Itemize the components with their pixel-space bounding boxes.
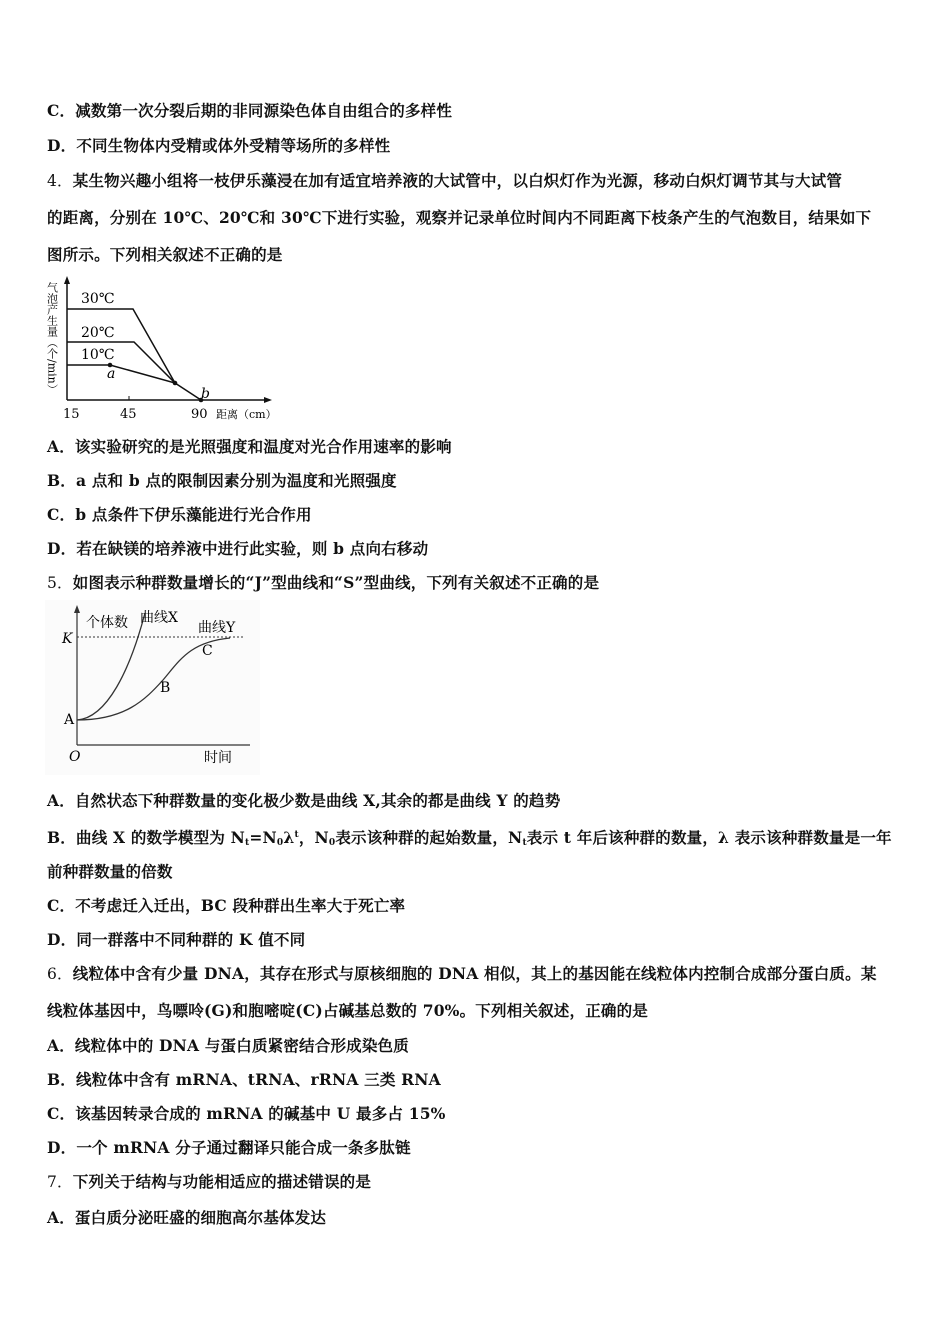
q4-stem-line3: 图所示。下列相关叙述不正确的是 (47, 245, 283, 264)
q4-fig-text-b: b (201, 386, 210, 402)
q6-stem-line1 (47, 964, 877, 984)
q5-fig-label-a: A (64, 712, 75, 728)
q7-stem (47, 1172, 371, 1192)
q7-option-a: A．蛋白质分泌旺盛的细胞高尔基体发达 (47, 1208, 327, 1227)
q5-fig-xlabel: 时间 (204, 750, 232, 766)
q4-fig-xtick-45: 45 (120, 407, 137, 422)
q5-stem (47, 573, 599, 593)
q5-fig-origin: O (69, 749, 81, 765)
q5-optb-text4: ，N (298, 828, 329, 847)
q5-option-b-line1 (47, 825, 892, 853)
q4-option-a: A．该实验研究的是光照强度和温度对光合作用速率的影响 (47, 437, 452, 456)
q4-fig-curve-tail (175, 383, 201, 400)
q5-optb-text2: =N (249, 828, 277, 847)
q5-fig-label-y: 曲线Y (198, 620, 236, 636)
q5-number: 5． (47, 574, 73, 592)
q3-option-c: C．减数第一次分裂后期的非同源染色体自由组合的多样性 (47, 101, 453, 120)
q4-figure (40, 272, 300, 427)
q5-fig-label-c: C (202, 643, 213, 659)
q7-stem-text: 下列关于结构与功能相适应的描述错误的是 (72, 1172, 372, 1191)
q4-stem-line2: 的距离，分别在 10℃、20℃和 30℃下进行实验，观察并记录单位时间内不同距离下枝条产生的气泡数目，结果如下 (47, 208, 872, 227)
q5-optb-text1: B．曲线 X 的数学模型为 N (47, 828, 245, 847)
q5-fig-label-x: 曲线X (140, 610, 178, 626)
q4-fig-label-10: 10℃ (81, 347, 115, 363)
q4-fig-xtick-90: 90 (191, 407, 208, 422)
q5-optb-sub4: t (522, 838, 527, 848)
q6-option-a: A．线粒体中的 DNA 与蛋白质紧密结合形成染色质 (47, 1036, 409, 1055)
q6-option-c: C．该基因转录合成的 mRNA 的碱基中 U 最多占 15% (47, 1104, 446, 1123)
q4-stem-line1 (47, 171, 842, 191)
q5-optb-sup: t (294, 830, 299, 840)
q6-stem-text1: 线粒体中含有少量 DNA，其存在形式与原核细胞的 DNA 相似，其上的基因能在线粒体内控制合成部分蛋白质。某 (72, 964, 877, 983)
q5-option-a: A．自然状态下种群数量的变化极少数是曲线 X,其余的都是曲线 Y 的趋势 (47, 791, 561, 810)
q5-optb-text6: 表示 t 年后该种群的数量，λ 表示该种群数量是一年 (526, 828, 892, 847)
q4-fig-xlabel: 距离（cm） (216, 408, 277, 421)
q7-number: 7． (47, 1173, 73, 1191)
q4-fig-xaxis-arrow (264, 397, 272, 403)
q5-fig-label-k: K (62, 631, 73, 647)
q3-option-d: D．不同生物体内受精或体外受精等场所的多样性 (47, 136, 391, 155)
q5-fig-ylabel: 个体数 (86, 615, 128, 631)
q6-stem-line2: 线粒体基因中，鸟嘌呤(G)和胞嘧啶(C)占碱基总数的 70%。下列相关叙述，正确的是 (47, 1001, 649, 1020)
q4-option-c: C．b 点条件下伊乐藻能进行光合作用 (47, 505, 312, 524)
q6-option-d: D．一个 mRNA 分子通过翻译只能合成一条多肽链 (47, 1138, 411, 1157)
q6-number: 6． (47, 965, 73, 983)
q4-fig-text-a: a (107, 366, 116, 382)
q4-option-d: D．若在缺镁的培养液中进行此实验，则 b 点向右移动 (47, 539, 429, 558)
q5-option-b-line2: 前种群数量的倍数 (47, 862, 173, 881)
q4-option-b: B．a 点和 b 点的限制因素分别为温度和光照强度 (47, 471, 397, 490)
q5-optb-sub3: 0 (328, 838, 336, 848)
q5-figure (45, 600, 260, 775)
q6-option-b: B．线粒体中含有 mRNA、tRNA、rRNA 三类 RNA (47, 1070, 441, 1089)
q4-fig-yaxis-arrow (64, 276, 70, 284)
q4-fig-label-30: 30℃ (81, 291, 115, 307)
q4-fig-label-20: 20℃ (81, 325, 115, 341)
q5-optb-text3: λ (283, 828, 295, 847)
q5-fig-label-b: B (160, 680, 171, 696)
q5-stem-text: 如图表示种群数量增长的“J”型曲线和“S”型曲线，下列有关叙述不正确的是 (72, 573, 600, 592)
q5-optb-text5: 表示该种群的起始数量，N (335, 828, 523, 847)
q5-option-c: C．不考虑迁入迁出，BC 段种群出生率大于死亡率 (47, 896, 406, 915)
q4-stem-text1: 某生物兴趣小组将一枝伊乐藻浸在加有适宜培养液的大试管中，以白炽灯作为光源，移动白炽灯调节其与大试管 (72, 171, 843, 190)
q4-fig-xtick-15: 15 (63, 407, 80, 422)
q4-fig-curve-30 (67, 309, 175, 383)
q5-option-d: D．同一群落中不同种群的 K 值不同 (47, 930, 306, 949)
q5-optb-sub1: t (244, 838, 250, 848)
q4-fig-point-mid (173, 381, 178, 386)
q5-optb-sub2: 0 (276, 838, 284, 848)
q4-number: 4． (47, 172, 73, 190)
q4-fig-ylabel: 气泡产生量（个/min） (45, 282, 59, 395)
